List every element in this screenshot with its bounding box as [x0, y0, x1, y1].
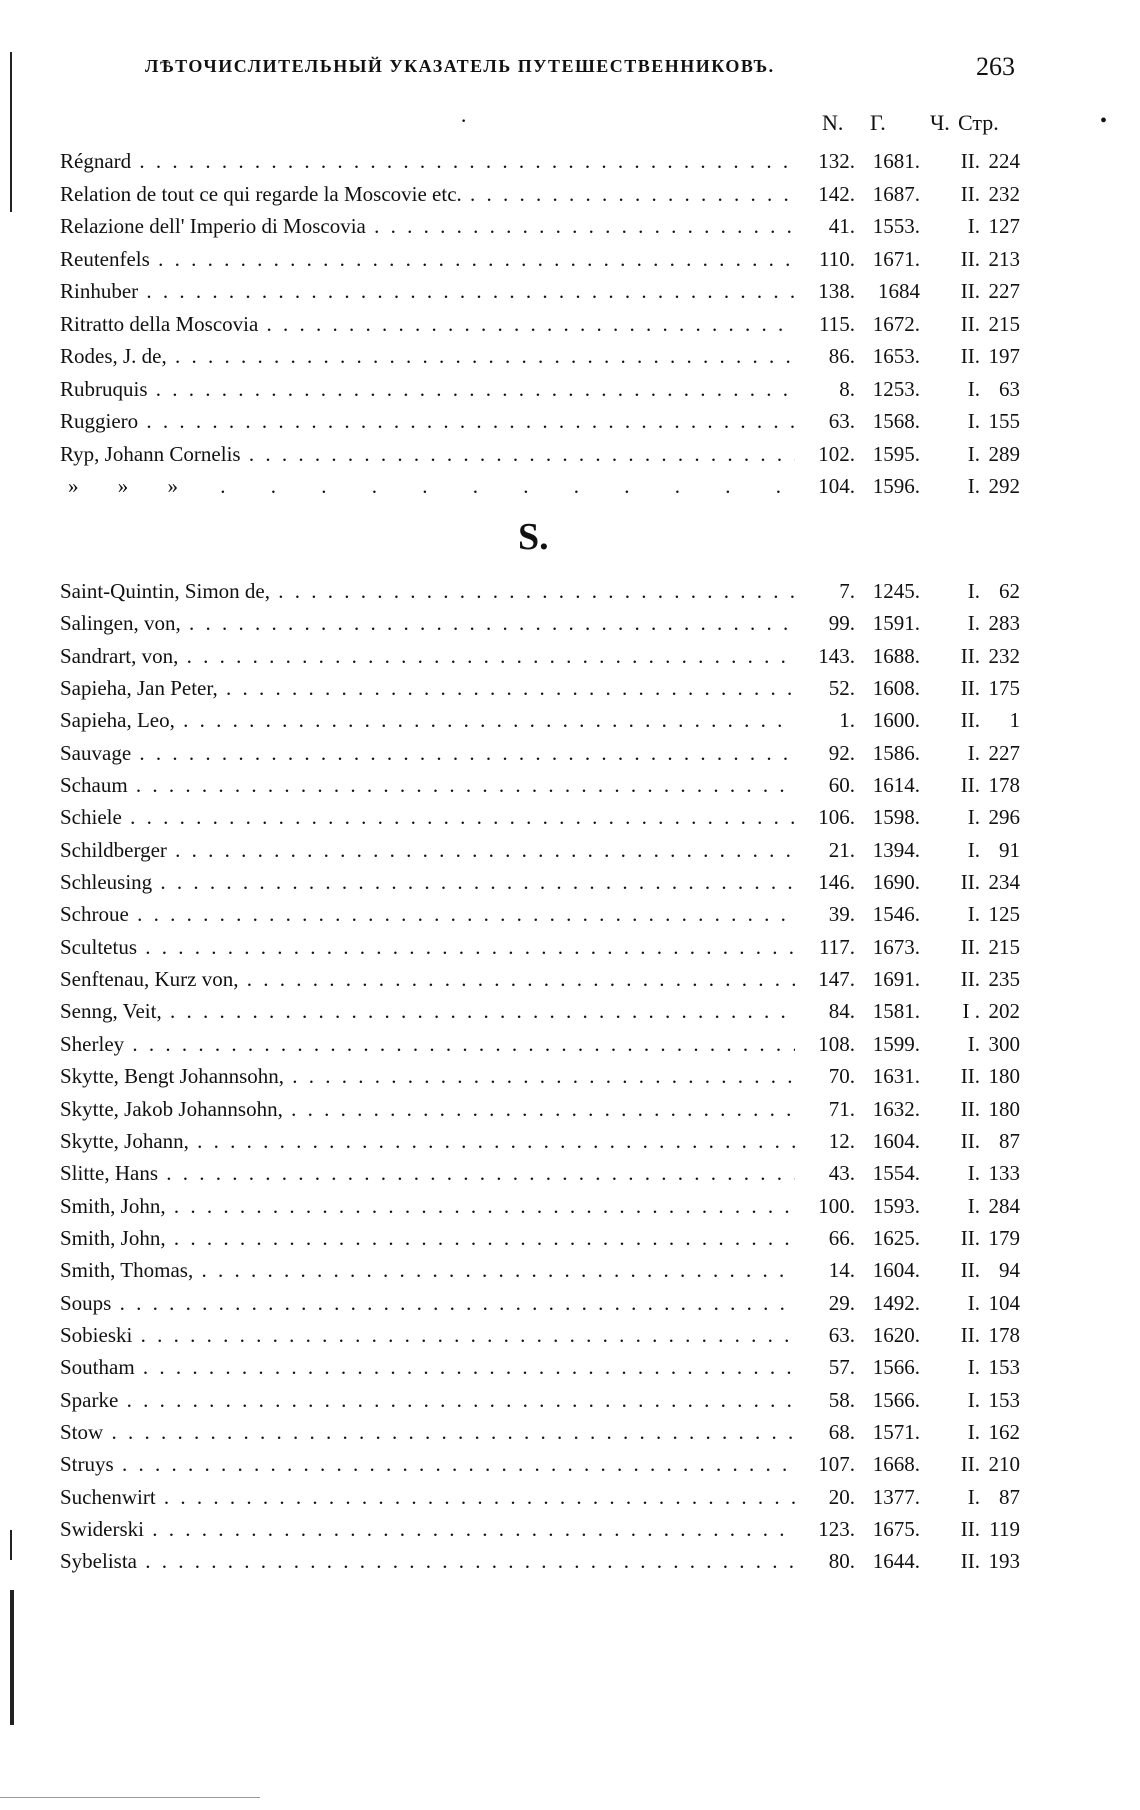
entry-year: 1688.	[872, 643, 920, 668]
entry-page: 178	[988, 1322, 1020, 1347]
entry-number: 8.	[839, 376, 855, 401]
entry-part: I.	[967, 409, 980, 433]
entry-part: I.	[967, 1290, 980, 1315]
entry-number: 60.	[828, 773, 855, 798]
entry-number: 104.	[818, 474, 855, 498]
index-entry	[60, 243, 1020, 276]
index-entry	[60, 373, 1020, 406]
entry-page: 153	[988, 1387, 1020, 1412]
entry-number: 100.	[818, 1193, 855, 1218]
entry-number: 80.	[828, 1549, 855, 1574]
entry-name: Slitte, Hans . . .	[60, 1157, 795, 1189]
entry-page: 94	[999, 1258, 1020, 1283]
entry-name: Struys . . .	[60, 1448, 795, 1480]
entry-year: 1581.	[872, 999, 920, 1024]
entry-page: 63	[999, 376, 1020, 401]
entry-page: 215	[988, 311, 1020, 336]
entry-part: I.	[967, 837, 980, 862]
index-entry	[60, 704, 1020, 736]
entry-year: 1684	[878, 279, 920, 303]
entry-page: 284	[988, 1193, 1020, 1218]
entry-page: 153	[988, 1355, 1020, 1380]
entry-year: 1672.	[872, 311, 920, 336]
entry-name: Sparke . . .	[60, 1384, 795, 1416]
entry-name: » » » . . .	[60, 470, 803, 502]
entry-page: 232	[988, 181, 1020, 206]
entry-name: Sybelista . . .	[60, 1545, 795, 1577]
entry-name: Smith, Thomas, . . .	[60, 1254, 795, 1286]
entry-part: II.	[960, 708, 980, 733]
entry-number: 107.	[818, 1452, 855, 1477]
entry-name: Schaum . . .	[60, 769, 795, 801]
entry-name: Sapieha, Leo, . . .	[60, 704, 795, 736]
entry-part: II.	[960, 279, 980, 303]
entry-part: II.	[960, 1516, 980, 1541]
entry-year: 1604.	[872, 1258, 920, 1283]
index-entry	[60, 1254, 1020, 1286]
entry-part: I.	[967, 376, 980, 401]
entry-name: Sapieha, Jan Peter, . . .	[60, 672, 795, 704]
entry-number: 86.	[828, 344, 855, 368]
index-entry	[60, 1545, 1020, 1577]
entry-page: 87	[999, 1128, 1020, 1153]
entry-page: 127	[988, 214, 1020, 238]
index-entry	[60, 1351, 1020, 1383]
entry-page: 193	[988, 1549, 1020, 1574]
entry-number: 106.	[818, 805, 855, 830]
entry-name: Relazione dell' Imperio di Moscovia . . .	[60, 210, 795, 242]
entry-number: 43.	[828, 1161, 855, 1186]
index-entry	[60, 1319, 1020, 1351]
index-entry	[60, 1287, 1020, 1319]
index-entry	[60, 308, 1020, 341]
entry-part: II.	[960, 934, 980, 959]
entry-year: 1586.	[872, 740, 920, 765]
index-entry	[60, 995, 1020, 1027]
entry-part: I.	[967, 1193, 980, 1218]
index-entry	[60, 178, 1020, 211]
entry-number: 12.	[828, 1128, 855, 1153]
entry-number: 29.	[828, 1290, 855, 1315]
index-entry	[60, 801, 1020, 833]
entry-name: Soups . . .	[60, 1287, 795, 1319]
entry-number: 21.	[828, 837, 855, 862]
entry-name: Southam . . .	[60, 1351, 795, 1383]
index-entry	[60, 575, 1020, 607]
entry-page: 215	[988, 934, 1020, 959]
entry-year: 1691.	[872, 967, 920, 992]
index-entry	[60, 1448, 1020, 1480]
entry-page: 87	[999, 1484, 1020, 1509]
entry-page: 202	[988, 999, 1020, 1024]
index-entry	[60, 1416, 1020, 1448]
entry-part: I.	[967, 1161, 980, 1186]
running-title: ЛѢТОЧИСЛИТЕЛЬНЫЙ УКАЗАТЕЛЬ ПУТЕШЕСТВЕННИКОВЪ.	[145, 56, 775, 76]
entry-name: Schiele . . .	[60, 801, 795, 833]
entry-number: 57.	[828, 1355, 855, 1380]
entry-number: 66.	[828, 1225, 855, 1250]
entry-year: 1604.	[872, 1128, 920, 1153]
entry-name: Rinhuber . . .	[60, 275, 795, 307]
index-entry	[60, 1481, 1020, 1513]
entry-year: 1245.	[872, 579, 920, 603]
page-header	[145, 52, 1015, 92]
column-header-number: N.	[822, 110, 844, 135]
entry-page: 234	[988, 870, 1020, 895]
entry-name: Schleusing . . .	[60, 866, 795, 898]
entry-page: 283	[988, 611, 1020, 636]
entry-number: 99.	[828, 611, 855, 636]
entry-name: Suchenwirt . . .	[60, 1481, 795, 1513]
entry-year: 1554.	[872, 1161, 920, 1186]
entry-year: 1593.	[872, 1193, 920, 1218]
entry-number: 102.	[818, 441, 855, 466]
entry-year: 1620.	[872, 1322, 920, 1347]
entry-number: 1.	[839, 708, 855, 733]
entry-number: 84.	[828, 999, 855, 1024]
index-entry	[60, 1222, 1020, 1254]
index-entry	[60, 1125, 1020, 1157]
entry-part: II.	[960, 149, 980, 173]
index-list-r	[60, 145, 1020, 503]
index-entry	[60, 834, 1020, 866]
entry-year: 1681.	[872, 149, 920, 173]
entry-number: 146.	[818, 870, 855, 895]
entry-year: 1566.	[872, 1387, 920, 1412]
column-header-part: Ч.	[930, 110, 950, 135]
margin-line	[10, 1530, 12, 1560]
entry-page: 227	[988, 740, 1020, 765]
entry-number: 68.	[828, 1419, 855, 1444]
entry-year: 1631.	[872, 1064, 920, 1089]
entry-part: I.	[967, 1031, 980, 1056]
entry-page: 104	[988, 1290, 1020, 1315]
entry-part: II.	[960, 1096, 980, 1121]
ink-mark: •	[1100, 110, 1108, 132]
entry-page: 155	[988, 409, 1020, 433]
entry-name: Rodes, J. de, . . .	[60, 340, 795, 372]
entry-part: II.	[960, 246, 980, 271]
entry-part: I .	[962, 999, 980, 1024]
entry-part: II.	[960, 967, 980, 992]
entry-part: I.	[967, 441, 980, 466]
entry-page: 180	[988, 1096, 1020, 1121]
entry-part: II.	[960, 1258, 980, 1283]
entry-part: II.	[960, 311, 980, 336]
entry-name: Stow . . .	[60, 1416, 795, 1448]
entry-name: Rubruquis . . .	[60, 373, 795, 405]
entry-page: 175	[988, 676, 1020, 701]
entry-part: I.	[967, 902, 980, 927]
entry-page: 179	[988, 1225, 1020, 1250]
margin-line	[10, 1590, 14, 1725]
entry-page: 210	[988, 1452, 1020, 1477]
entry-name: Relation de tout ce qui regarde la Moscovie etc. . . .	[60, 178, 795, 210]
entry-part: I.	[967, 805, 980, 830]
entry-year: 1668.	[872, 1452, 920, 1477]
entry-year: 1653.	[872, 344, 920, 368]
entry-name: Senftenau, Kurz von, . . .	[60, 963, 795, 995]
entry-page: 300	[988, 1031, 1020, 1056]
entry-name: Sobieski . . .	[60, 1319, 795, 1351]
entry-number: 63.	[828, 409, 855, 433]
margin-line	[10, 52, 12, 212]
entry-year: 1394.	[872, 837, 920, 862]
entry-page: 125	[988, 902, 1020, 927]
index-list-s	[60, 575, 1020, 1578]
entry-name: Schroue . . .	[60, 898, 795, 930]
entry-page: 119	[989, 1516, 1020, 1541]
entry-part: I.	[967, 1484, 980, 1509]
column-header-year: Г.	[870, 110, 886, 135]
entry-name: Reutenfels . . .	[60, 243, 795, 275]
entry-year: 1644.	[872, 1549, 920, 1574]
index-entry	[60, 1060, 1020, 1092]
index-entry	[60, 963, 1020, 995]
entry-name: Scultetus . . .	[60, 931, 795, 963]
entry-number: 142.	[818, 181, 855, 206]
entry-number: 7.	[839, 579, 855, 603]
index-entry	[60, 931, 1020, 963]
entry-year: 1599.	[872, 1031, 920, 1056]
entry-year: 1687.	[872, 181, 920, 206]
entry-page: 235	[988, 967, 1020, 992]
entry-name: Saint-Quintin, Simon de, . . .	[60, 575, 795, 607]
entry-year: 1568.	[872, 409, 920, 433]
index-entry	[60, 640, 1020, 672]
entry-name: Ritratto della Moscovia . . .	[60, 308, 795, 340]
entry-number: 58.	[828, 1387, 855, 1412]
entry-page: 1	[1009, 708, 1020, 733]
entry-name: Sauvage . . .	[60, 737, 795, 769]
entry-part: I.	[967, 1355, 980, 1380]
entry-part: II.	[960, 676, 980, 701]
footer-rule	[0, 1797, 260, 1798]
entry-name: Smith, John, . . .	[60, 1190, 795, 1222]
entry-name: Swiderski . . .	[60, 1513, 795, 1545]
entry-year: 1566.	[872, 1355, 920, 1380]
entry-page: 227	[988, 279, 1020, 303]
entry-year: 1492.	[872, 1290, 920, 1315]
index-entry	[60, 898, 1020, 930]
entry-number: 14.	[828, 1258, 855, 1283]
entry-name: Régnard . . .	[60, 145, 795, 177]
entry-year: 1600.	[872, 708, 920, 733]
entry-page: 232	[988, 643, 1020, 668]
entry-number: 41.	[828, 214, 855, 238]
entry-part: II.	[960, 773, 980, 798]
entry-number: 108.	[818, 1031, 855, 1056]
entry-page: 197	[988, 344, 1020, 368]
index-entry	[60, 1513, 1020, 1545]
index-entry	[60, 1157, 1020, 1189]
index-entry	[60, 1190, 1020, 1222]
entry-year: 1596.	[872, 474, 920, 498]
entry-part: II.	[960, 344, 980, 368]
index-entry	[60, 210, 1020, 243]
entry-number: 110.	[819, 246, 855, 271]
entry-page: 292	[988, 474, 1020, 498]
entry-page: 91	[999, 837, 1020, 862]
entry-page: 213	[988, 246, 1020, 271]
entry-year: 1377.	[872, 1484, 920, 1509]
entry-year: 1673.	[872, 934, 920, 959]
entry-year: 1614.	[872, 773, 920, 798]
entry-year: 1553.	[872, 214, 920, 238]
entry-number: 52.	[828, 676, 855, 701]
entry-name: Smith, John, . . .	[60, 1222, 795, 1254]
index-entry	[60, 405, 1020, 438]
index-entry	[60, 145, 1020, 178]
entry-part: I.	[967, 611, 980, 636]
index-entry	[60, 737, 1020, 769]
entry-name: Sandrart, von, . . .	[60, 640, 795, 672]
column-header-page: Стр.	[958, 110, 999, 135]
entry-number: 117.	[819, 934, 855, 959]
index-entry	[60, 1384, 1020, 1416]
entry-page: 224	[988, 149, 1020, 173]
entry-part: II.	[960, 1225, 980, 1250]
entry-part: II.	[960, 1064, 980, 1089]
entry-year: 1675.	[872, 1516, 920, 1541]
entry-number: 123.	[818, 1516, 855, 1541]
index-entry	[60, 1028, 1020, 1060]
entry-number: 70.	[828, 1064, 855, 1089]
entry-year: 1595.	[872, 441, 920, 466]
entry-part: II.	[960, 643, 980, 668]
entry-part: I.	[967, 474, 980, 498]
index-entry	[60, 607, 1020, 639]
entry-year: 1690.	[872, 870, 920, 895]
index-entry	[60, 438, 1020, 471]
entry-year: 1608.	[872, 676, 920, 701]
entry-year: 1591.	[872, 611, 920, 636]
entry-page: 289	[988, 441, 1020, 466]
entry-number: 20.	[828, 1484, 855, 1509]
entry-part: I.	[967, 740, 980, 765]
entry-name: Skytte, Bengt Johannsohn, . . .	[60, 1060, 795, 1092]
index-entry	[60, 672, 1020, 704]
entry-name: Salingen, von, . . .	[60, 607, 795, 639]
entry-part: II.	[960, 1549, 980, 1574]
entry-number: 71.	[828, 1096, 855, 1121]
entry-part: II.	[960, 1128, 980, 1153]
entry-name: Schildberger . . .	[60, 834, 795, 866]
entry-part: II.	[960, 870, 980, 895]
entry-number: 115.	[819, 311, 855, 336]
entry-name: Skytte, Johann, . . .	[60, 1125, 795, 1157]
entry-name: Skytte, Jakob Johannsohn, . . .	[60, 1093, 795, 1125]
index-entry	[60, 340, 1020, 373]
entry-part: II.	[960, 1322, 980, 1347]
entry-part: I.	[967, 579, 980, 603]
index-entry	[60, 470, 1020, 503]
entry-page: 178	[988, 773, 1020, 798]
entry-year: 1632.	[872, 1096, 920, 1121]
entry-page: 62	[999, 579, 1020, 603]
entry-part: I.	[967, 1419, 980, 1444]
entry-part: I.	[967, 1387, 980, 1412]
ink-dot: ·	[460, 108, 468, 133]
entry-name: Ruggiero . . .	[60, 405, 795, 437]
entry-number: 63.	[828, 1322, 855, 1347]
entry-name: Ryp, Johann Cornelis . . .	[60, 438, 795, 470]
entry-page: 180	[988, 1064, 1020, 1089]
entry-number: 132.	[818, 149, 855, 173]
page-number: 263	[976, 52, 1015, 81]
entry-year: 1671.	[872, 246, 920, 271]
entry-number: 39.	[828, 902, 855, 927]
entry-year: 1546.	[872, 902, 920, 927]
entry-page: 133	[988, 1161, 1020, 1186]
entry-year: 1253.	[872, 376, 920, 401]
entry-name: Sherley . . .	[60, 1028, 795, 1060]
section-heading-s: S.	[518, 516, 549, 558]
entry-year: 1571.	[872, 1419, 920, 1444]
entry-year: 1625.	[872, 1225, 920, 1250]
entry-page: 162	[988, 1419, 1020, 1444]
index-entry	[60, 1093, 1020, 1125]
index-entry	[60, 769, 1020, 801]
entry-name: Senng, Veit, . . .	[60, 995, 795, 1027]
entry-number: 92.	[828, 740, 855, 765]
entry-year: 1598.	[872, 805, 920, 830]
entry-part: I.	[967, 214, 980, 238]
entry-part: II.	[960, 1452, 980, 1477]
entry-page: 296	[988, 805, 1020, 830]
index-entry	[60, 275, 1020, 308]
index-entry	[60, 866, 1020, 898]
entry-number: 147.	[818, 967, 855, 992]
entry-number: 138.	[818, 279, 855, 303]
entry-number: 143.	[818, 643, 855, 668]
entry-part: II.	[960, 181, 980, 206]
